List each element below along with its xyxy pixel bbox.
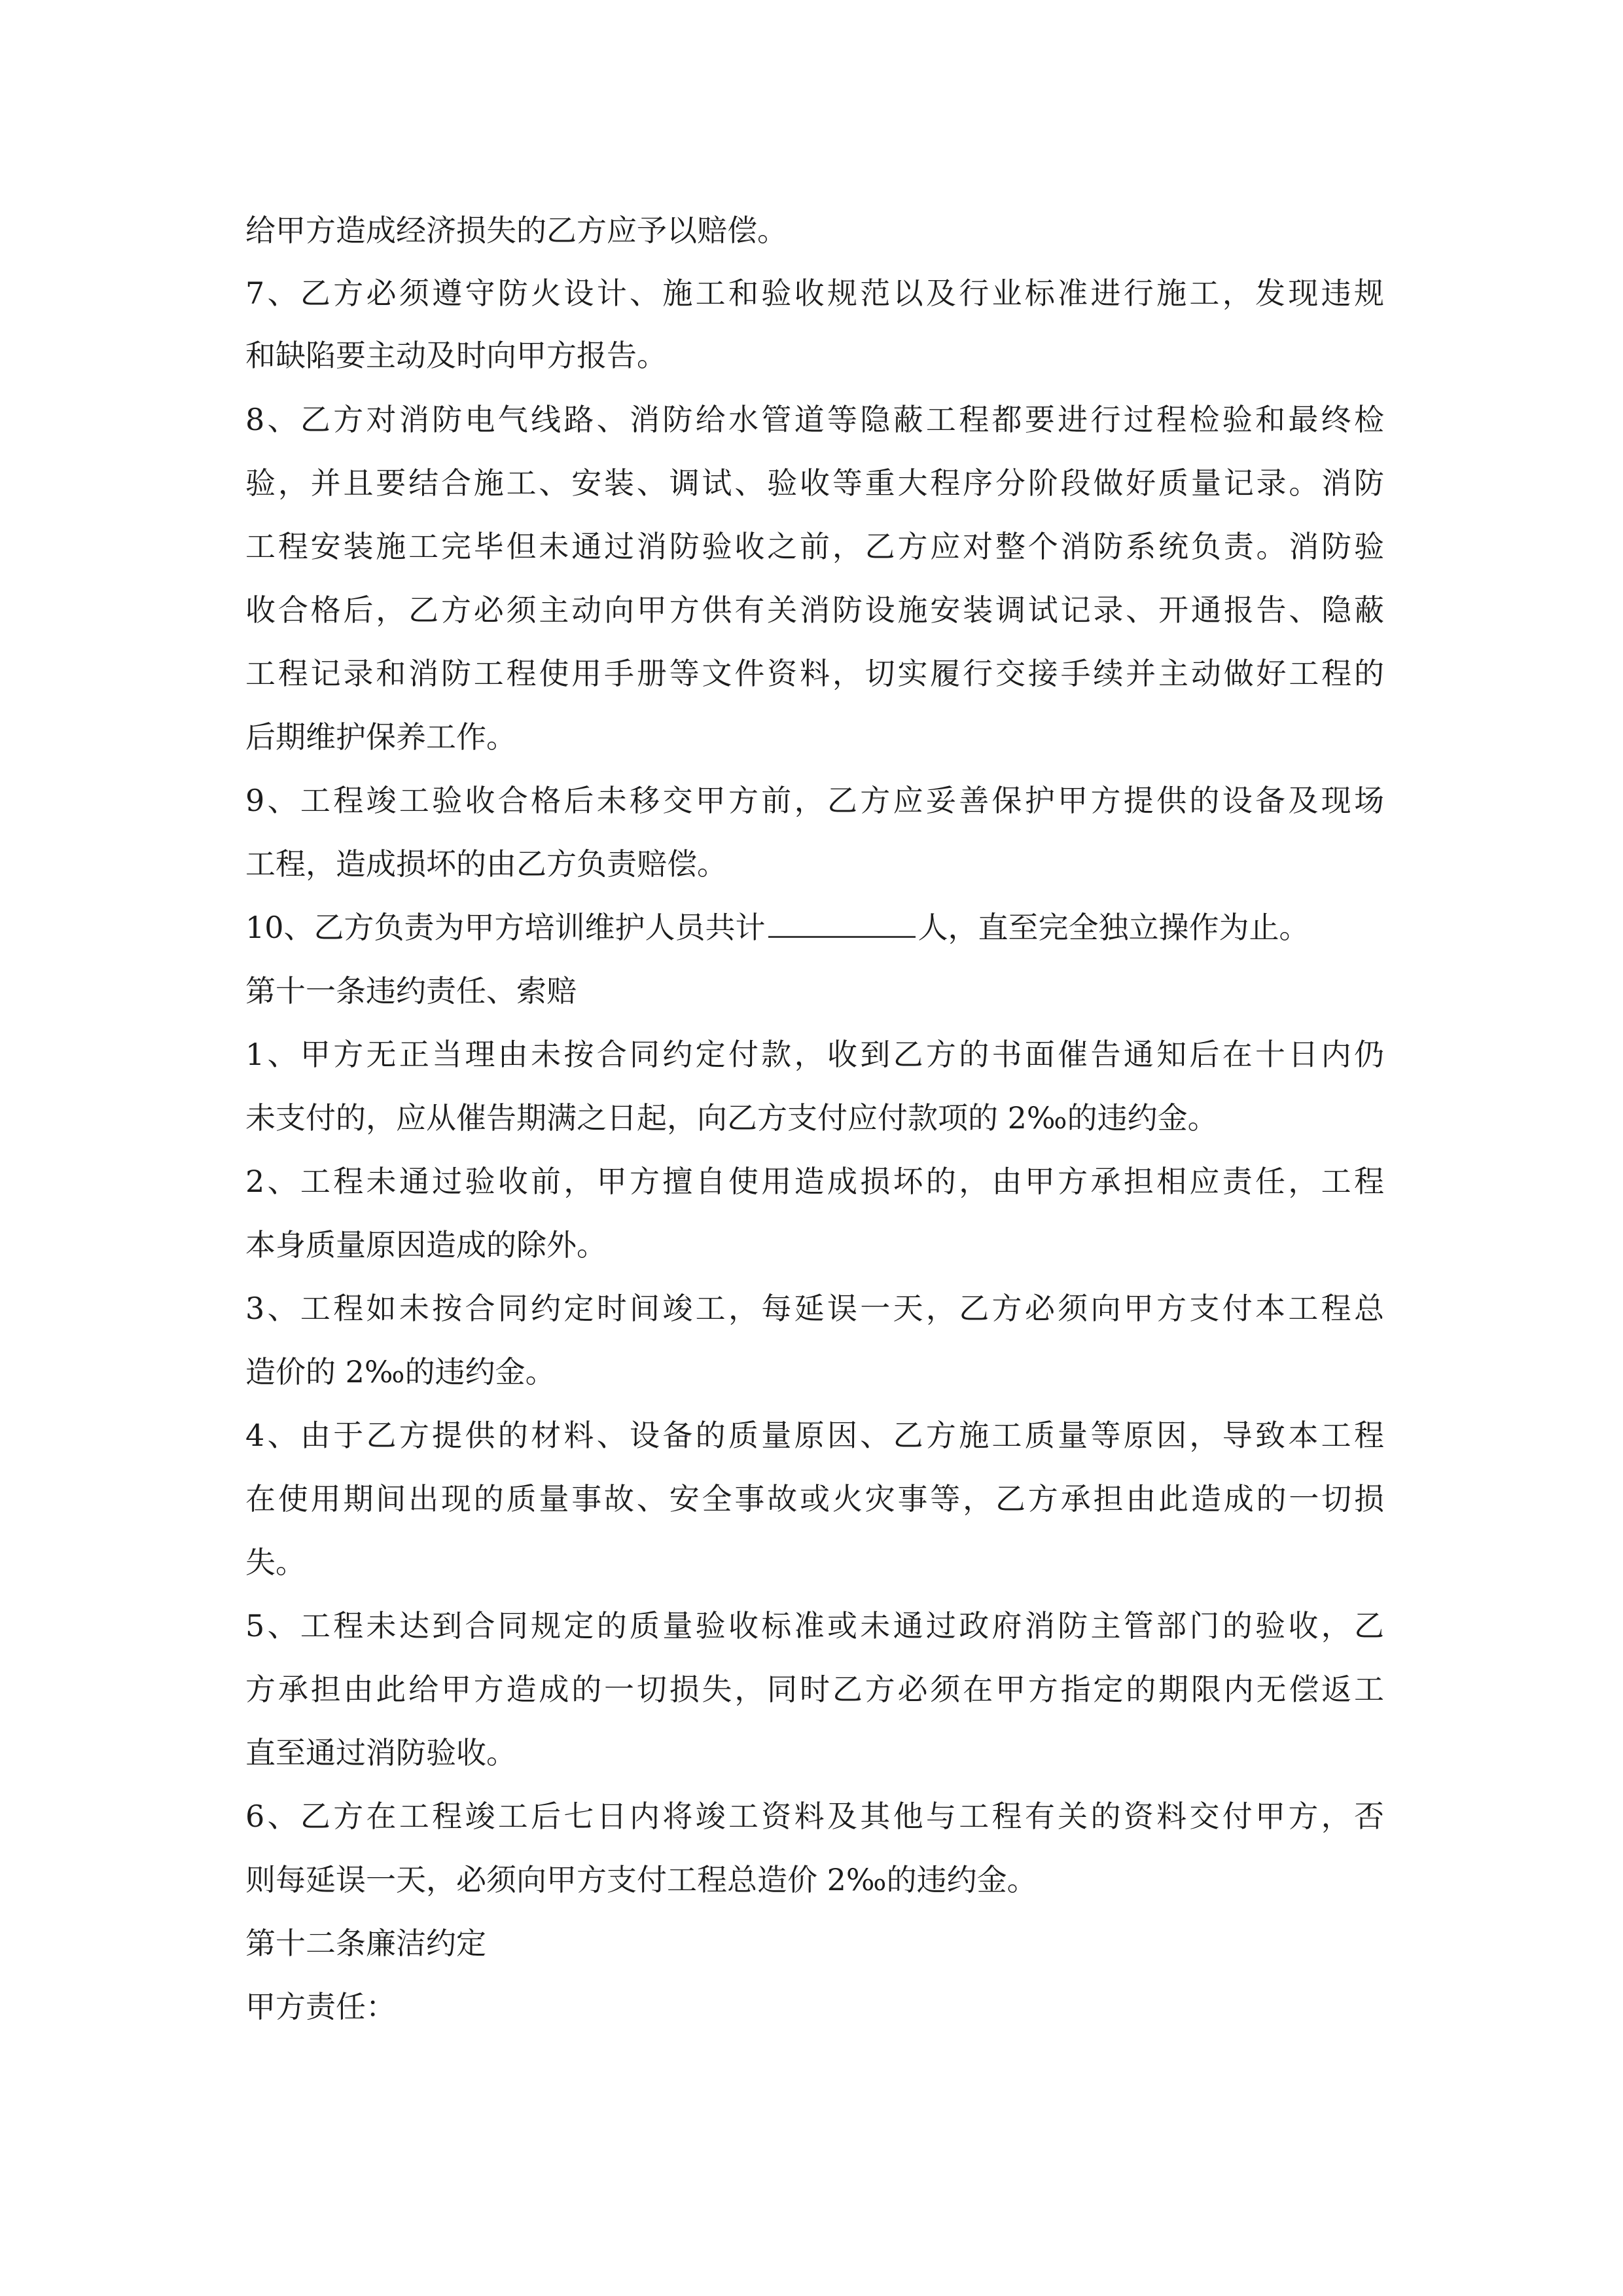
paragraph-line: 工程安装施工完毕但未通过消防验收之前，乙方应对整个消防系统负责。消防验 <box>245 529 1384 564</box>
paragraph-line: 验，并且要结合施工、安装、调试、验收等重大程序分阶段做好质量记录。消防 <box>245 465 1384 501</box>
paragraph-line: 工程记录和消防工程使用手册等文件资料，切实履行交接手续并主动做好工程的 <box>245 656 1384 691</box>
paragraph-line: 未支付的，应从催告期满之日起，向乙方支付应付款项的 2‰的违约金。 <box>245 1100 1218 1136</box>
paragraph-line: 本身质量原因造成的除外。 <box>245 1227 607 1263</box>
paragraph-line: 和缺陷要主动及时向甲方报告。 <box>245 338 667 373</box>
clause-10-text-after: 人，直至完全独立操作为止。 <box>918 910 1310 945</box>
clause-11-3-line: 3、工程如未按合同约定时间竣工，每延误一天，乙方必须向甲方支付本工程总 <box>245 1291 1384 1326</box>
paragraph-line: 后期维护保养工作。 <box>245 719 516 755</box>
section-heading-11: 第十一条违约责任、索赔 <box>245 973 577 1009</box>
clause-11-1-line: 1、甲方无正当理由未按合同约定付款，收到乙方的书面催告通知后在十日内仍 <box>245 1037 1384 1072</box>
paragraph-line: 直至通过消防验收。 <box>245 1735 516 1770</box>
party-a-responsibility-heading: 甲方责任： <box>245 1989 396 2024</box>
paragraph-line: 给甲方造成经济损失的乙方应予以赔偿。 <box>245 213 787 248</box>
paragraph-line: 则每延误一天，必须向甲方支付工程总造价 2‰的违约金。 <box>245 1862 1037 1897</box>
clause-11-6-line: 6、乙方在工程竣工后七日内将竣工资料及其他与工程有关的资料交付甲方，否 <box>245 1799 1384 1834</box>
paragraph-line: 工程，造成损坏的由乙方负责赔偿。 <box>245 846 727 882</box>
clause-10-line <box>245 895 1384 960</box>
clause-10-text-before: 10、乙方负责为甲方培训维护人员共计 <box>245 910 766 945</box>
clause-8-line: 8、乙方对消防电气线路、消防给水管道等隐蔽工程都要进行过程检验和最终检 <box>245 402 1384 437</box>
clause-11-5-line: 5、工程未达到合同规定的质量验收标准或未通过政府消防主管部门的验收，乙 <box>245 1608 1384 1643</box>
paragraph-line: 收合格后，乙方必须主动向甲方供有关消防设施安装调试记录、开通报告、隐蔽 <box>245 592 1384 628</box>
clause-9-line: 9、工程竣工验收合格后未移交甲方前，乙方应妥善保护甲方提供的设备及现场 <box>245 783 1384 818</box>
paragraph-line: 在使用期间出现的质量事故、安全事故或火灾事等，乙方承担由此造成的一切损 <box>245 1481 1384 1516</box>
clause-11-2-line: 2、工程未通过验收前，甲方擅自使用造成损坏的，由甲方承担相应责任，工程 <box>245 1164 1384 1199</box>
fill-in-blank[interactable] <box>768 910 916 938</box>
paragraph-line: 造价的 2‰的违约金。 <box>245 1354 556 1390</box>
section-heading-12: 第十二条廉洁约定 <box>245 1926 486 1961</box>
clause-7-line: 7、乙方必须遵守防火设计、施工和验收规范以及行业标准进行施工，发现违规 <box>245 276 1384 311</box>
clause-11-4-line: 4、由于乙方提供的材料、设备的质量原因、乙方施工质量等原因，导致本工程 <box>245 1418 1384 1453</box>
paragraph-line: 方承担由此给甲方造成的一切损失，同时乙方必须在甲方指定的期限内无偿返工 <box>245 1672 1384 1707</box>
paragraph-line: 失。 <box>245 1545 306 1580</box>
